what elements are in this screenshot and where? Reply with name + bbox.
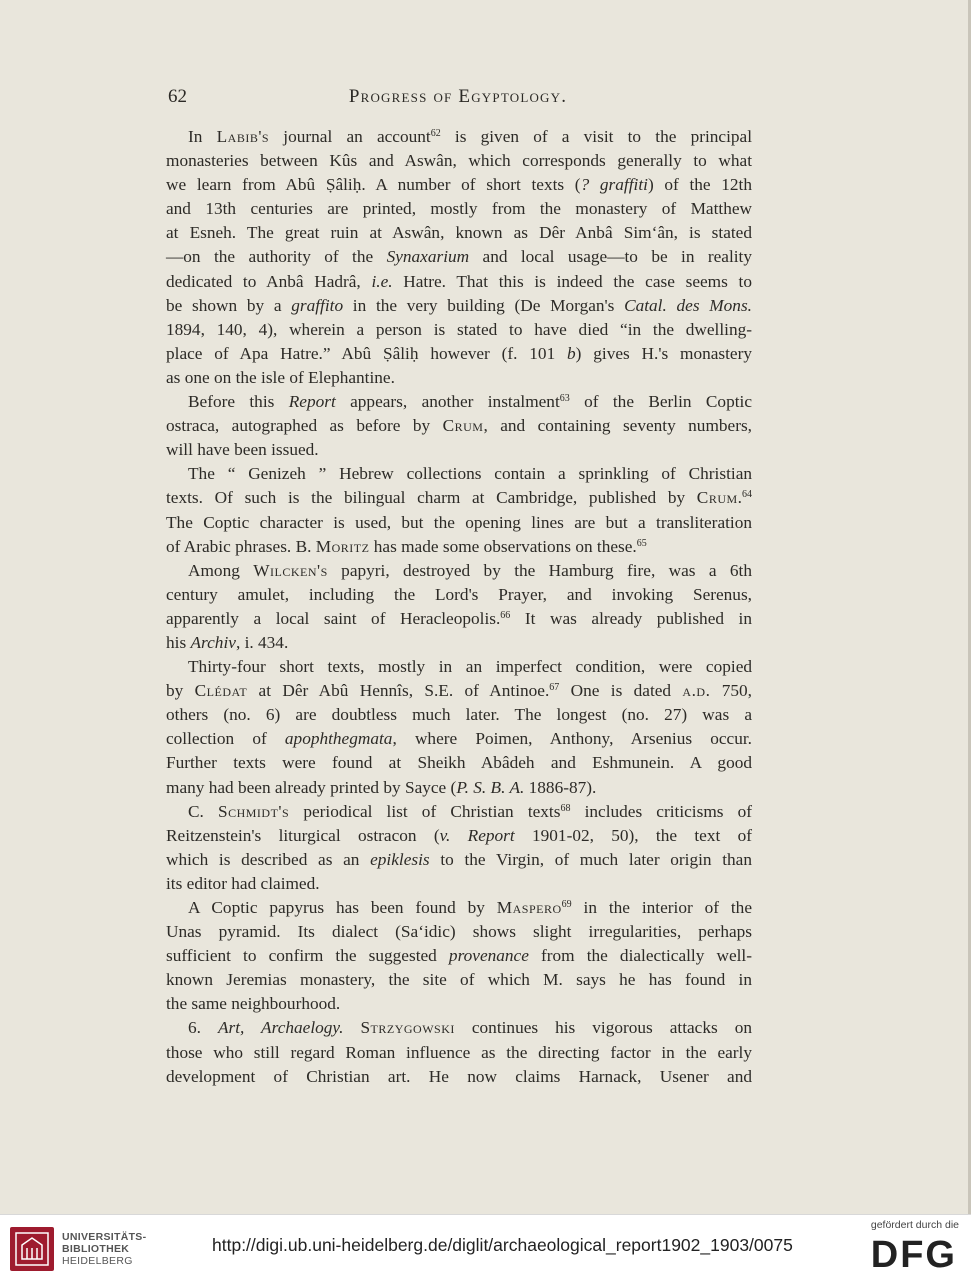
text-line: many had been already printed by Sayce (P. S. B. A. 1886-87). bbox=[166, 777, 597, 797]
text-line: place of Apa Hatre.” Abû Ṣâliḥ however (f. 101 b) gives H.'s monastery bbox=[166, 343, 752, 363]
italic-text: b bbox=[567, 343, 576, 363]
text-line: ostraca, autographed as before by Crum, and containing seventy numbers, bbox=[166, 416, 753, 436]
italic-text: ? graffiti bbox=[580, 175, 648, 195]
text-line: The Coptic character is used, but the opening lines are but a transliteration bbox=[166, 512, 752, 532]
text-line: at Esneh. The great ruin at Aswân, known as Dêr Anbâ Sim‘ân, is stated bbox=[166, 223, 752, 243]
text-line: —on the authority of the Synaxarium and local usage—to be in reality bbox=[166, 247, 752, 267]
italic-text: provenance bbox=[448, 946, 529, 966]
text-line: we learn from Abû Ṣâliḥ. A number of short texts (? graffiti) of the 12th bbox=[166, 175, 752, 195]
text-line: which is described as an epiklesis to the Virgin, of much later origin than bbox=[166, 849, 752, 869]
body-text bbox=[166, 125, 752, 1089]
footnote-marker: 67 bbox=[549, 682, 560, 694]
footnote-marker: 64 bbox=[742, 489, 752, 501]
footnote-marker: 62 bbox=[430, 128, 441, 139]
paragraph bbox=[166, 896, 752, 1016]
text-line: dedicated to Anbâ Hadrâ, i.e. Hatre. That this is indeed the case seems to bbox=[166, 271, 752, 291]
permalink-url[interactable]: http://digi.ub.uni-heidelberg.de/diglit/archaeological_report1902_1903/0075 bbox=[212, 1235, 793, 1255]
small-caps-name: Crum bbox=[442, 416, 484, 436]
italic-text: Archiv bbox=[190, 632, 236, 652]
italic-text: v. Report bbox=[439, 825, 515, 845]
text-line: Reitzenstein's liturgical ostracon (v. Report 1901-02, 50), the text of bbox=[166, 825, 753, 845]
italic-text: Catal. des Mons. bbox=[624, 295, 752, 315]
text-line: century amulet, including the Lord's Prayer, and invoking Serenus, bbox=[166, 584, 752, 604]
paragraph bbox=[166, 462, 752, 558]
text-line: Further texts were found at Sheikh Abâdeh and Eshmunein. A good bbox=[166, 753, 752, 773]
text-line: others (no. 6) are doubtless much later. The longest (no. 27) was a bbox=[166, 705, 752, 725]
text-line: Among Wilcken's papyri, destroyed by the Hamburg fire, was a 6th bbox=[188, 560, 752, 580]
italic-text: i.e. bbox=[371, 271, 393, 291]
small-caps-name: Moritz bbox=[315, 536, 370, 556]
text-line: 6. Art, Archaelogy. Strzygowski continues his vigorous attacks on bbox=[188, 1018, 752, 1038]
text-line: the same neighbourhood. bbox=[166, 994, 341, 1014]
text-line: monasteries between Kûs and Aswân, which corresponds generally to what bbox=[166, 151, 752, 171]
text-line: 1894, 140, 4), wherein a person is stated to have died “in the dwelling- bbox=[166, 319, 752, 339]
paragraph bbox=[166, 1016, 752, 1088]
library-name-line: HEIDELBERG bbox=[62, 1255, 133, 1267]
text-line: The “ Genizeh ” Hebrew collections contain a sprinkling of Christian bbox=[188, 464, 752, 484]
footnote-marker: 66 bbox=[500, 609, 511, 621]
text-line: of Arabic phrases. B. Moritz has made some observations on these.$^{65}$ bbox=[166, 536, 647, 556]
text-line: sufficient to confirm the suggested provenance from the dialectically well- bbox=[166, 946, 752, 966]
text-line: by Clédat at Dêr Abû Hennîs, S.E. of Antinoe.$^{67}$ One is dated a.d. 750, bbox=[166, 681, 752, 701]
paragraph bbox=[166, 559, 752, 655]
footnote-marker: 63 bbox=[559, 393, 570, 405]
text-line: Unas pyramid. Its dialect (Sa‘idic) shows slight irregularities, perhaps bbox=[166, 922, 752, 942]
small-caps-name: Labib's bbox=[216, 127, 270, 146]
paragraph bbox=[166, 390, 752, 462]
small-caps-name: Crum bbox=[696, 488, 738, 508]
footer-bar bbox=[0, 1214, 971, 1283]
italic-text: epiklesis bbox=[370, 849, 430, 869]
italic-text: apophthegmata bbox=[284, 729, 393, 749]
text-line: his Archiv, i. 434. bbox=[166, 632, 289, 652]
small-caps-name: Clédat bbox=[194, 681, 248, 701]
text-line: as one on the isle of Elephantine. bbox=[166, 367, 395, 387]
text-line: known Jeremias monastery, the site of which M. says he has found in bbox=[166, 970, 752, 990]
text-line: development of Christian art. He now claims Harnack, Usener and bbox=[166, 1066, 752, 1086]
text-line: apparently a local saint of Heracleopolis.$^{66}$ It was already published in bbox=[166, 608, 753, 628]
small-caps-name: Maspero bbox=[496, 898, 562, 917]
paragraph bbox=[166, 655, 752, 800]
text-line: In Labib's journal an account$^{62}$ is given of a visit to the principal bbox=[188, 127, 752, 146]
running-head bbox=[164, 86, 752, 112]
text-line: Thirty-four short texts, mostly in an imperfect condition, were copied bbox=[188, 657, 752, 677]
italic-text: Art, Archaelogy. bbox=[217, 1018, 344, 1038]
text-line: texts. Of such is the bilingual charm at Cambridge, published by Crum.$^{64}$ bbox=[166, 488, 752, 508]
text-line: A Coptic papyrus has been found by Maspero$^{69}$ in the interior of the bbox=[188, 898, 752, 917]
library-name-line: BIBLIOTHEK bbox=[62, 1243, 130, 1255]
footnote-marker: 69 bbox=[561, 899, 572, 910]
text-line: those who still regard Roman influence as the directing factor in the early bbox=[166, 1042, 752, 1062]
italic-text: P. S. B. A. bbox=[456, 777, 525, 797]
university-seal-icon bbox=[10, 1227, 54, 1271]
small-caps-name: a.d. bbox=[682, 681, 711, 701]
running-title: Progress of Egyptology. bbox=[348, 86, 568, 107]
page-number: 62 bbox=[168, 86, 187, 107]
library-name-line: UNIVERSITÄTS- bbox=[62, 1231, 147, 1243]
small-caps-name: Schmidt's bbox=[217, 801, 290, 821]
text-line: C. Schmidt's periodical list of Christian texts$^{68}$ includes criticisms of bbox=[188, 801, 753, 821]
paragraph bbox=[166, 800, 752, 896]
funder-logo[interactable] bbox=[847, 1219, 959, 1279]
text-line: collection of apophthegmata, where Poimen, Anthony, Arsenius occur. bbox=[166, 729, 752, 749]
text-line: be shown by a graffito in the very building (De Morgan's Catal. des Mons. bbox=[166, 295, 752, 315]
italic-text: graffito bbox=[291, 295, 344, 315]
funding-caption: gefördert durch die bbox=[870, 1219, 959, 1231]
small-caps-name: Strzygowski bbox=[360, 1018, 455, 1038]
italic-text: Synaxarium bbox=[386, 247, 470, 267]
footnote-marker: 68 bbox=[560, 802, 571, 814]
small-caps-name: Wilcken's bbox=[253, 560, 328, 580]
text-line: will have been issued. bbox=[166, 440, 319, 460]
text-line: its editor had claimed. bbox=[166, 873, 320, 893]
text-line: Before this Report appears, another instalment$^{63}$ of the Berlin Coptic bbox=[188, 392, 752, 412]
text-line: and 13th centuries are printed, mostly from the monastery of Matthew bbox=[166, 199, 752, 219]
library-name bbox=[62, 1231, 146, 1267]
paragraph bbox=[166, 125, 752, 390]
italic-text: Report bbox=[288, 392, 336, 412]
dfg-logo-icon: DFG bbox=[870, 1234, 957, 1276]
footnote-marker: 65 bbox=[636, 537, 647, 549]
library-logo[interactable] bbox=[10, 1223, 185, 1275]
